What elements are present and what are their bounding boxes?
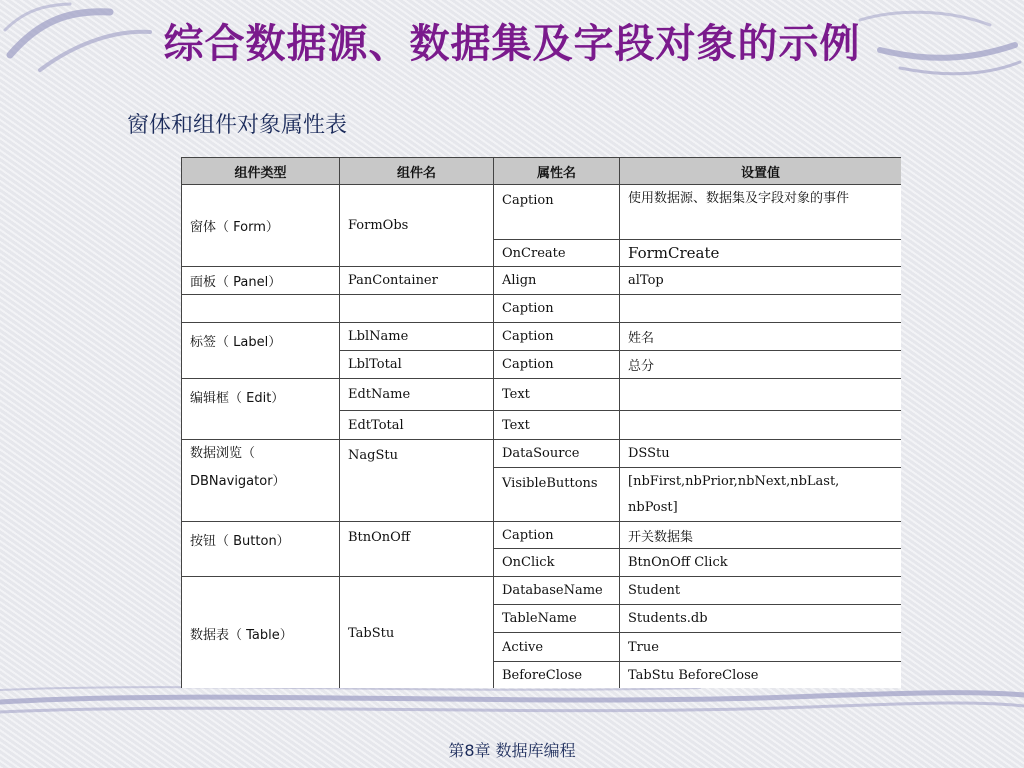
table-row bbox=[182, 440, 902, 468]
header-property-name: 属性名 bbox=[494, 158, 620, 185]
cell-value bbox=[620, 411, 902, 440]
header-setting-value: 设置值 bbox=[620, 158, 902, 185]
cell-name bbox=[340, 295, 494, 323]
table-row bbox=[182, 323, 902, 351]
cell-prop: Caption bbox=[494, 522, 620, 549]
cell-name: EdtTotal bbox=[340, 411, 494, 440]
cell-name: LblName bbox=[340, 323, 494, 351]
cell-value: 姓名 bbox=[620, 323, 902, 351]
cell-value: DSStu bbox=[620, 440, 902, 468]
cell-prop: DataSource bbox=[494, 440, 620, 468]
cell-name: LblTotal bbox=[340, 351, 494, 379]
cell-type: 面板（ Panel） bbox=[182, 267, 340, 295]
cell-prop: BeforeClose bbox=[494, 662, 620, 689]
cell-prop: Align bbox=[494, 267, 620, 295]
cell-prop: Caption bbox=[494, 295, 620, 323]
cell-type bbox=[182, 295, 340, 323]
cell-prop: OnCreate bbox=[494, 240, 620, 267]
cell-value: BtnOnOff Click bbox=[620, 549, 902, 577]
table-header-row bbox=[182, 158, 902, 185]
cell-value: True bbox=[620, 633, 902, 662]
table-row bbox=[182, 522, 902, 549]
property-table bbox=[181, 157, 901, 688]
cell-value: TabStu BeforeClose bbox=[620, 662, 902, 689]
table-row bbox=[182, 295, 902, 323]
table-row bbox=[182, 185, 902, 240]
slide-title: 综合数据源、数据集及字段对象的示例 bbox=[163, 21, 861, 67]
cell-value bbox=[620, 295, 902, 323]
cell-type: 编辑框（ Edit） bbox=[182, 379, 340, 440]
cell-name: NagStu bbox=[340, 440, 494, 522]
cell-type: 按钮（ Button） bbox=[182, 522, 340, 577]
cell-name: TabStu bbox=[340, 577, 494, 689]
table-row bbox=[182, 379, 902, 411]
cell-prop: Active bbox=[494, 633, 620, 662]
table-row bbox=[182, 267, 902, 295]
cell-type: 标签（ Label） bbox=[182, 323, 340, 379]
cell-value: 总分 bbox=[620, 351, 902, 379]
cell-prop: DatabaseName bbox=[494, 577, 620, 605]
cell-prop: Text bbox=[494, 411, 620, 440]
cell-prop: Caption bbox=[494, 323, 620, 351]
header-component-name: 组件名 bbox=[340, 158, 494, 185]
cell-prop: VisibleButtons bbox=[494, 468, 620, 522]
property-table-container bbox=[181, 157, 901, 688]
cell-name: PanContainer bbox=[340, 267, 494, 295]
cell-value bbox=[620, 379, 902, 411]
slide-footer-chapter: 第8章 数据库编程 bbox=[448, 741, 576, 760]
cell-value: 使用数据源、数据集及字段对象的事件 bbox=[620, 185, 902, 240]
cell-prop: TableName bbox=[494, 605, 620, 633]
cell-value: alTop bbox=[620, 267, 902, 295]
cell-value: [nbFirst,nbPrior,nbNext,nbLast, nbPost] bbox=[620, 468, 902, 522]
cell-value: 开关数据集 bbox=[620, 522, 902, 549]
cell-prop: Caption bbox=[494, 351, 620, 379]
table-caption: 窗体和组件对象属性表 bbox=[127, 113, 348, 138]
cell-value: FormCreate bbox=[620, 240, 902, 267]
cell-value: Student bbox=[620, 577, 902, 605]
cell-type: 数据表（ Table） bbox=[182, 577, 340, 689]
cell-prop: OnClick bbox=[494, 549, 620, 577]
cell-name: EdtName bbox=[340, 379, 494, 411]
header-component-type: 组件类型 bbox=[182, 158, 340, 185]
cell-name: FormObs bbox=[340, 185, 494, 267]
cell-type: 窗体（ Form） bbox=[182, 185, 340, 267]
cell-value: Students.db bbox=[620, 605, 902, 633]
cell-prop: Caption bbox=[494, 185, 620, 240]
cell-name: BtnOnOff bbox=[340, 522, 494, 577]
cell-prop: Text bbox=[494, 379, 620, 411]
table-row bbox=[182, 577, 902, 605]
cell-type: 数据浏览（ DBNavigator） bbox=[182, 440, 340, 522]
